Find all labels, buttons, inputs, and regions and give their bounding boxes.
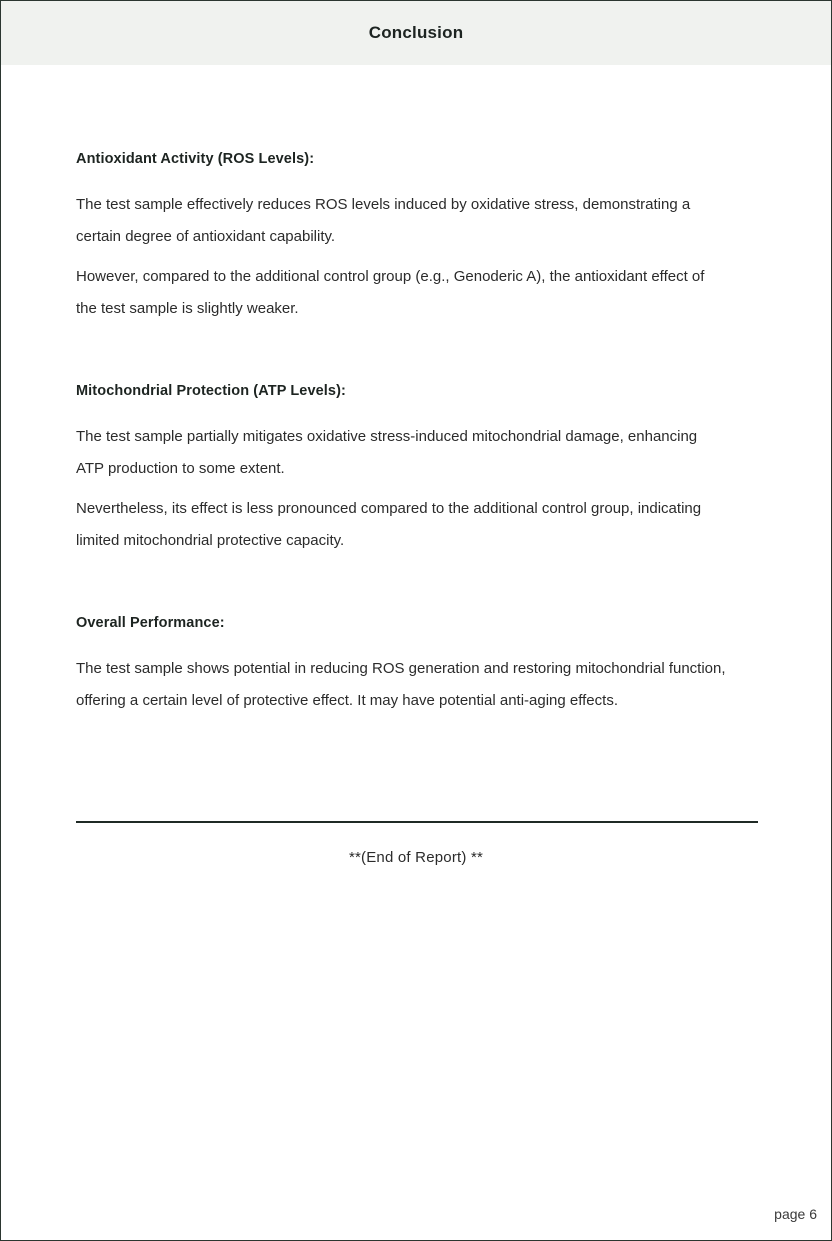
page-number-footer: page 6 <box>774 1206 817 1222</box>
section-heading: Mitochondrial Protection (ATP Levels): <box>76 383 346 400</box>
section-paragraph: The test sample shows potential in reducing ROS generation and restoring mitochondrial function, offering a certain level of protective effect. It may have potential anti-aging effects. <box>76 660 726 710</box>
section-paragraph: The test sample effectively reduces ROS levels induced by oxidative stress, demonstrating a certain degree of antioxidant capability. <box>76 196 691 246</box>
page-title: Conclusion <box>368 23 464 42</box>
section-divider <box>76 821 758 823</box>
section-overall-performance <box>76 613 756 717</box>
section-paragraph: Nevertheless, its effect is less pronounced compared to the additional control group, indicating limited mitochondrial protective capacity. <box>76 500 702 550</box>
page-header <box>1 1 831 65</box>
section-mitochondrial-protection <box>76 381 756 557</box>
section-heading: Antioxidant Activity (ROS Levels): <box>76 151 315 167</box>
content-top-spacer <box>1 65 831 149</box>
section-heading: Overall Performance: <box>76 615 225 632</box>
end-of-report-note: **(End of Report) ** <box>348 849 484 867</box>
section-paragraph: The test sample partially mitigates oxidative stress-induced mitochondrial damage, enhancing ATP production to some extent. <box>76 428 698 478</box>
section-paragraph: However, compared to the additional control group (e.g., Genoderic A), the antioxidant effect of the test sample is slightly weaker. <box>76 268 705 318</box>
section-antioxidant-activity <box>76 149 756 325</box>
document-body <box>1 149 831 717</box>
divider-container <box>1 821 831 823</box>
